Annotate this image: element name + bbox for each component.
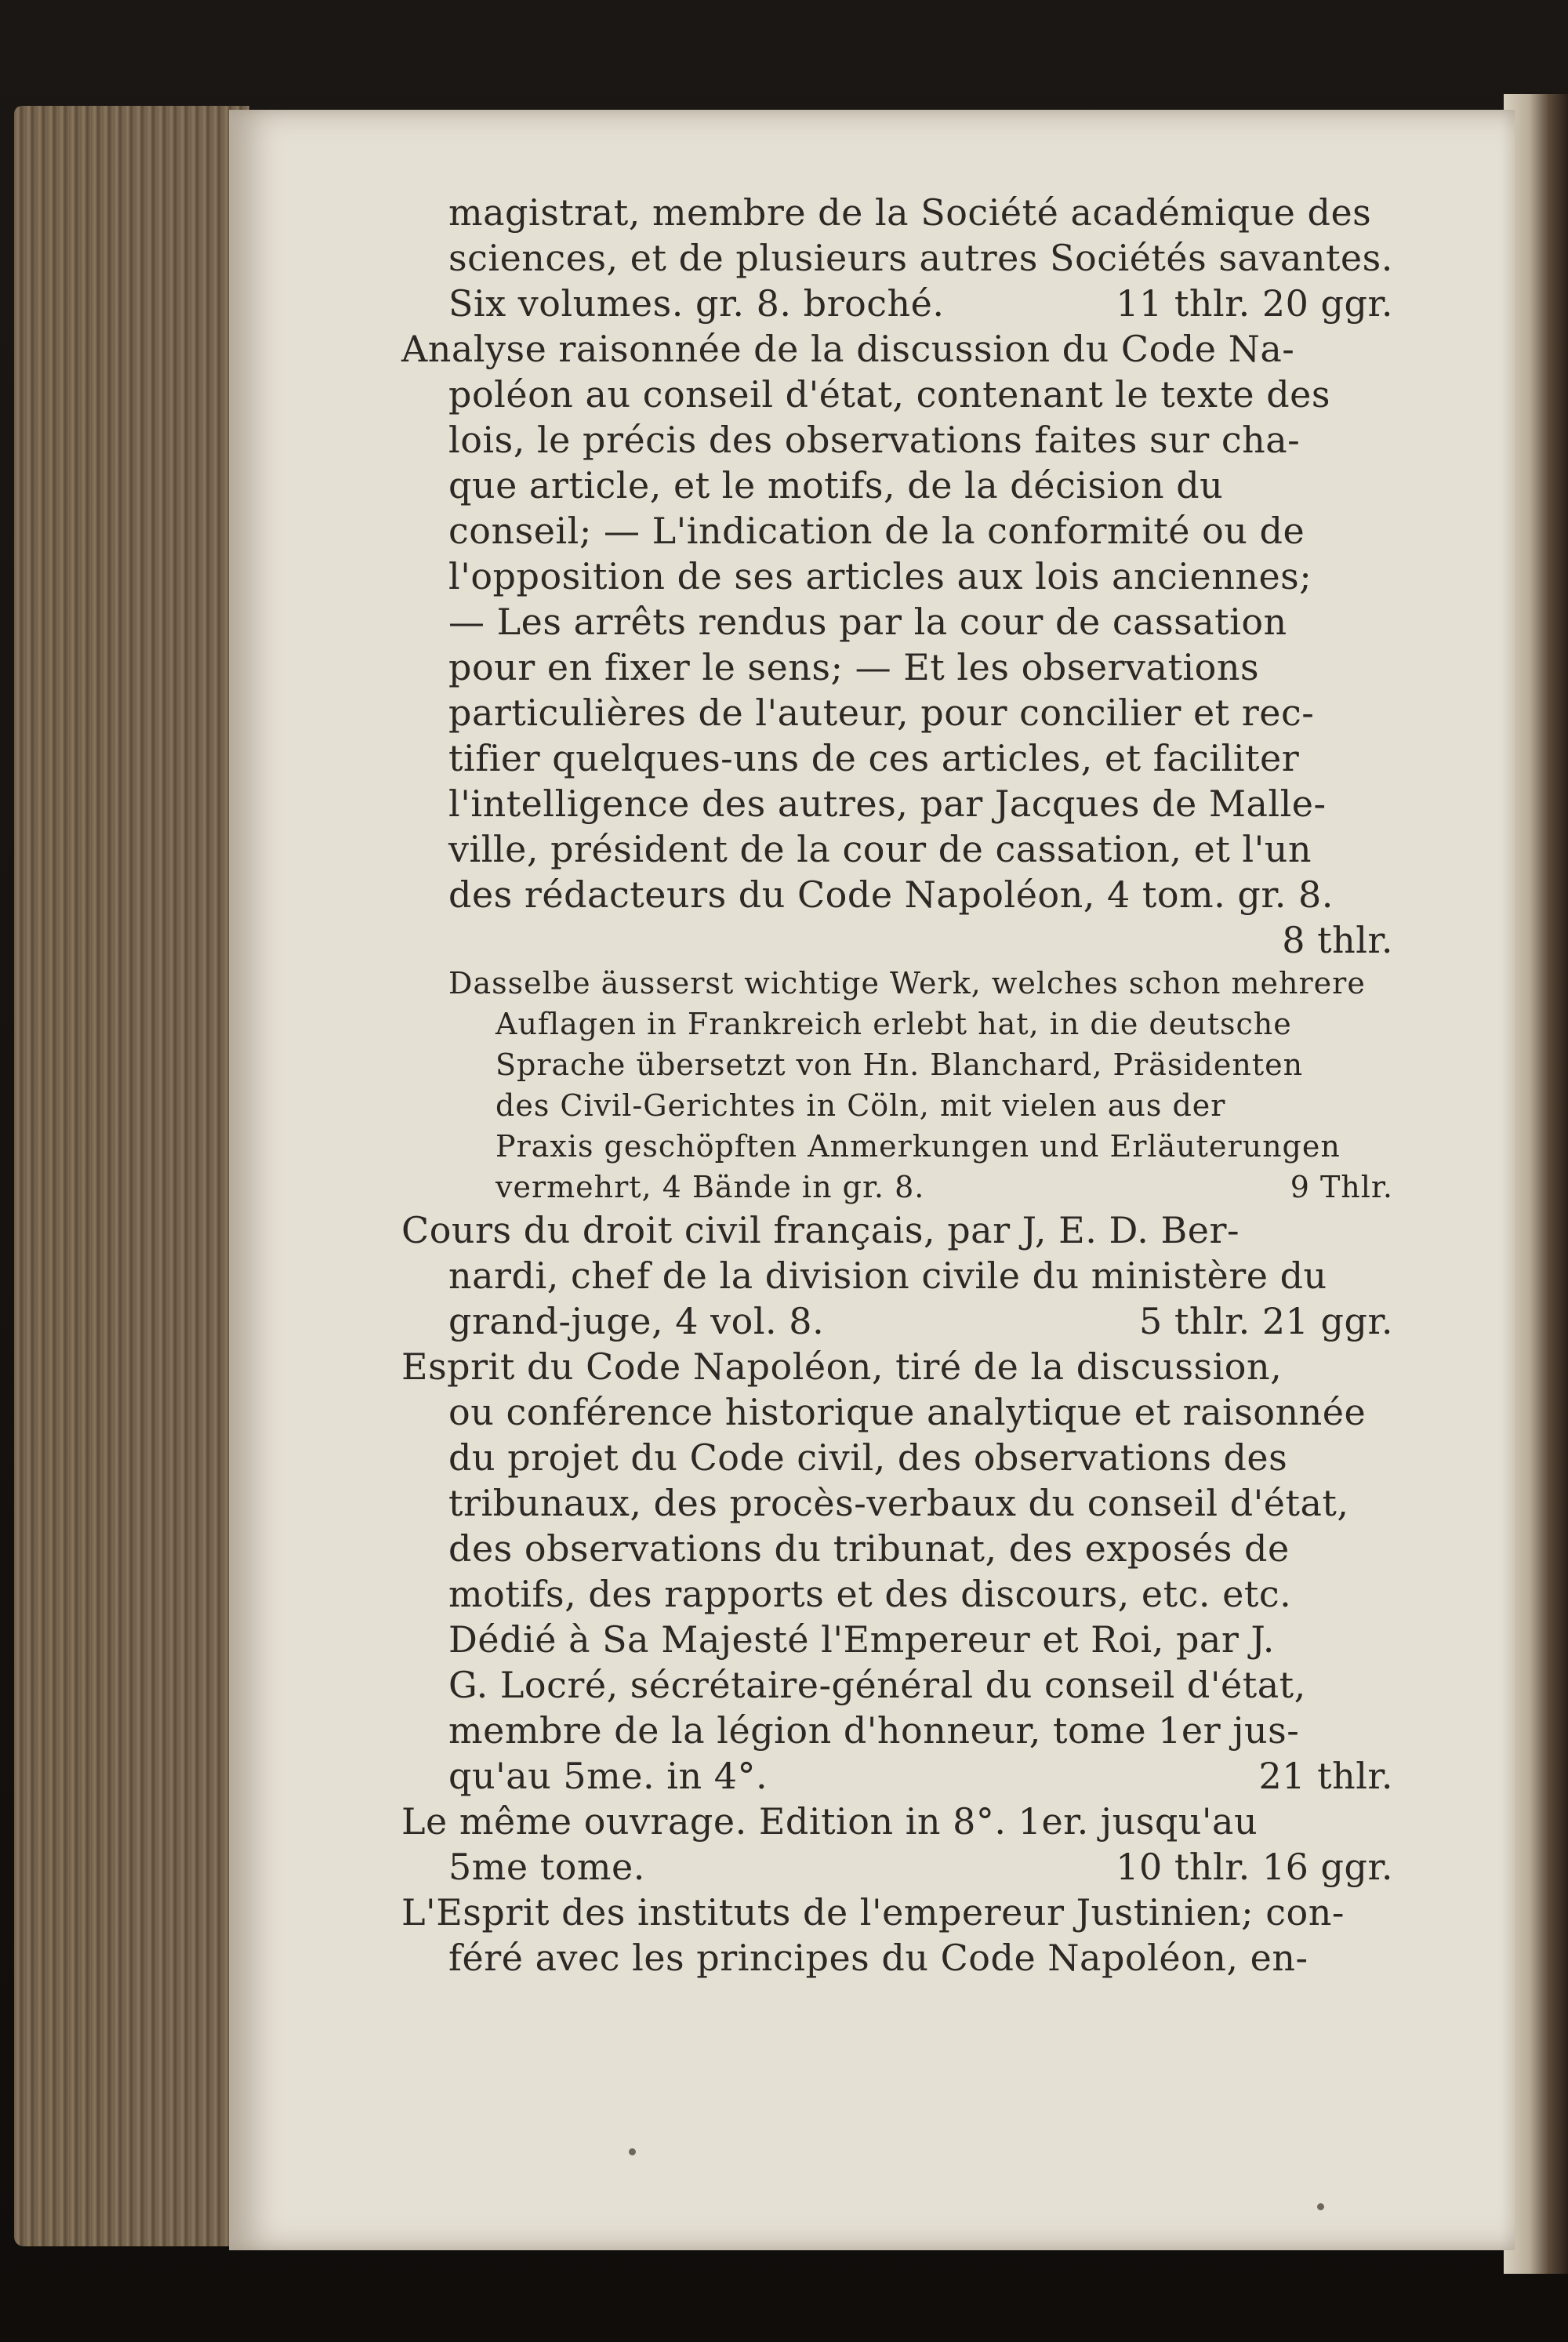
line-text: Six volumes. gr. 8. broché. [448,282,945,325]
text-line: Analyse raisonnée de la discussion du Code Na- [401,328,1295,370]
entry-cours-du-droit-civil [401,1207,1393,1344]
line-text: vermehrt, 4 Bände in gr. 8. [495,1170,925,1204]
text-line: — Les arrêts rendus par la cour de cassation [448,601,1287,643]
text-line: ou conférence historique analytique et raisonnée [448,1391,1367,1433]
price: 9 Thlr. [1290,1170,1393,1204]
price: 21 thlr. [1258,1755,1393,1797]
paper-speck [629,2148,636,2155]
text-line: Cours du droit civil français, par J, E. D. Ber- [401,1209,1240,1251]
text-line: féré avec les principes du Code Napoléon, en- [448,1937,1308,1979]
line-text: 5me tome. [448,1846,645,1888]
text-line: sciences, et de plusieurs autres Sociétés savantes. [448,237,1393,279]
text-line: Esprit du Code Napoléon, tiré de la discussion, [401,1345,1283,1388]
note-line: Praxis geschöpften Anmerkungen und Erläuterungen [495,1129,1341,1164]
text-line [448,1298,1393,1344]
text-line: L'Esprit des instituts de l'empereur Justinien; con- [401,1891,1345,1934]
price: 11 thlr. 20 ggr. [1116,282,1393,325]
text-line: motifs, des rapports et des discours, etc. etc. [448,1573,1292,1615]
book-page-edges [14,106,249,2246]
entry-esprit-du-code [401,1344,1393,1799]
text-line [448,1753,1393,1799]
line-text: grand-juge, 4 vol. 8. [448,1300,825,1342]
text-line: que article, et le motifs, de la décision du [448,464,1224,507]
text-line: nardi, chef de la division civile du ministère du [448,1255,1327,1297]
text-line: des rédacteurs du Code Napoléon, 4 tom. gr. 8. [448,873,1334,916]
price: 8 thlr. [1282,919,1393,961]
text-line: l'opposition de ses articles aux lois anciennes; [448,555,1312,597]
text-line: du projet du Code civil, des observations des [448,1436,1288,1479]
text-line: Dédié à Sa Majesté l'Empereur et Roi, par J. [448,1618,1275,1661]
text-line: conseil; — L'indication de la conformité ou de [448,510,1305,552]
text-line: tifier quelques-uns de ces articles, et faciliter [448,737,1300,779]
price: 10 thlr. 16 ggr. [1116,1846,1393,1888]
text-line: particulières de l'auteur, pour concilier et rec- [448,692,1315,734]
paper-speck [1317,2203,1324,2210]
entry-esprit-des-instituts [401,1890,1393,1981]
text-line: l'intelligence des autres, par Jacques de Malle- [448,782,1327,825]
text-line: lois, le précis des observations faites sur cha- [448,419,1301,461]
text-line: Le même ouvrage. Edition in 8°. 1er. jusqu'au [401,1800,1258,1843]
note-line: Sprache übersetzt von Hn. Blanchard, Präsidenten [495,1048,1304,1082]
note-line: Auflagen in Frankreich erlebt hat, in die deutsche [495,1007,1292,1041]
text-line: tribunaux, des procès-verbaux du conseil d'état, [448,1482,1349,1524]
page-text [401,190,1393,1981]
text-line: poléon au conseil d'état, contenant le texte des [448,373,1330,416]
text-line [448,281,1393,326]
line-text: qu'au 5me. in 4°. [448,1755,768,1797]
text-line: membre de la légion d'honneur, tome 1er jus- [448,1709,1300,1752]
text-line: des observations du tribunat, des exposés de [448,1527,1290,1570]
entry-le-meme-ouvrage [401,1799,1393,1890]
text-line: pour en fixer le sens; — Et les observations [448,646,1260,688]
german-note [448,963,1393,1207]
note-line: Dasselbe äusserst wichtige Werk, welches schon mehrere [448,966,1366,1000]
text-line: ville, président de la cour de cassation, et l'un [448,828,1312,870]
entry-continuation [401,190,1393,326]
text-line: magistrat, membre de la Société académique des [448,191,1372,234]
note-line: des Civil-Gerichtes in Cöln, mit vielen aus der [495,1088,1226,1123]
text-line: G. Locré, sécrétaire-général du conseil d'état, [448,1664,1306,1706]
note-line [495,1167,1393,1207]
entry-analyse-raisonnee [401,326,1393,963]
price: 5 thlr. 21 ggr. [1139,1300,1393,1342]
text-line [448,1844,1393,1890]
